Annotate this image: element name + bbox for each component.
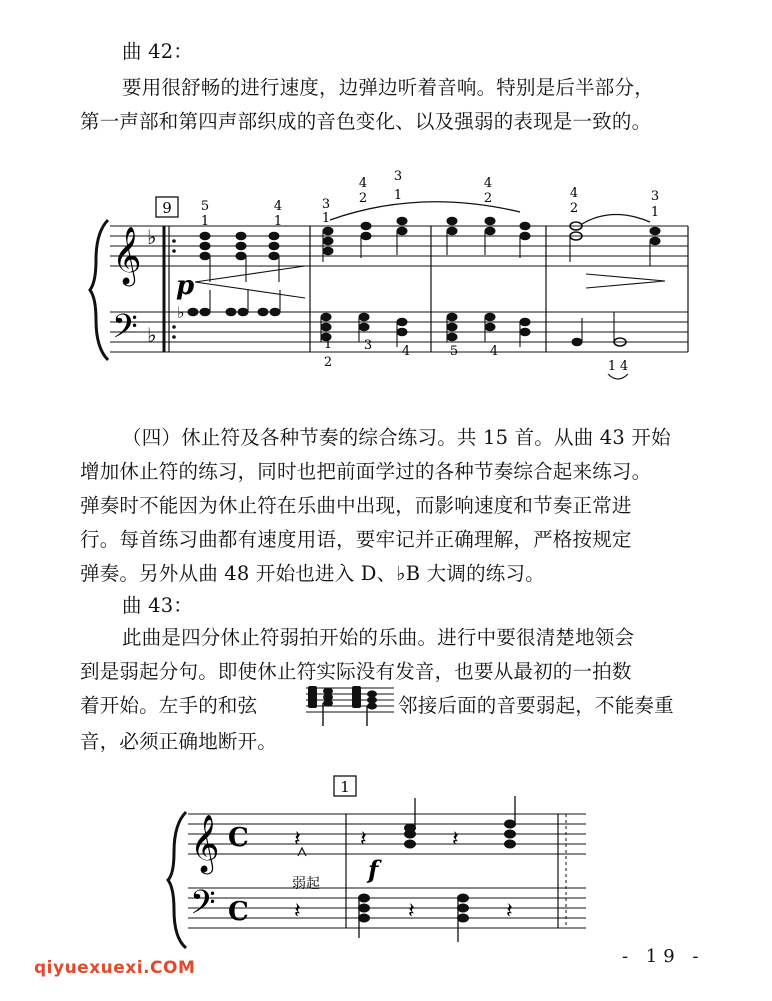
measure-number: 1 bbox=[340, 778, 350, 796]
flat-icon: ♭ bbox=[147, 225, 157, 249]
fingering: 4 bbox=[273, 199, 283, 214]
fingering: 1 bbox=[273, 214, 283, 229]
quarter-rest-icon: 𝄽 bbox=[408, 899, 415, 924]
fingering: 1 bbox=[323, 337, 333, 352]
quarter-rest-icon: 𝄽 bbox=[452, 827, 459, 852]
fingering: 4 bbox=[569, 186, 579, 201]
bass-clef-icon: 𝄢 bbox=[190, 884, 216, 930]
piece43-line3b: 邻接后面的音要弱起，不能奏重 bbox=[398, 694, 674, 717]
fingering: 1 bbox=[650, 205, 660, 220]
fingering: 4 bbox=[401, 344, 411, 359]
piece42-title: 曲 42： bbox=[122, 40, 194, 63]
fingering: 2 bbox=[323, 355, 333, 370]
quarter-rest-icon: 𝄽 bbox=[506, 899, 513, 924]
upbeat-label: 弱起 bbox=[292, 876, 320, 892]
treble-clef-icon: 𝄞 bbox=[190, 814, 220, 872]
fingering: 2 bbox=[483, 191, 493, 206]
fingering: 1 bbox=[393, 188, 403, 203]
fingering: 4 bbox=[358, 176, 368, 191]
fingering: 5 bbox=[200, 199, 210, 214]
fingering: 1 bbox=[321, 211, 331, 226]
quarter-rests bbox=[294, 827, 513, 924]
fingering: 4 bbox=[619, 359, 629, 374]
piece42-desc-line1: 要用很舒畅的进行速度，边弹边听着音响。特别是后半部分， bbox=[122, 76, 654, 99]
bass-clef-icon: 𝄢 bbox=[112, 308, 138, 354]
fingering: 1 bbox=[200, 214, 210, 229]
page-number: - 19 - bbox=[622, 946, 705, 967]
fingering: 4 bbox=[483, 176, 493, 191]
fingering: 3 bbox=[650, 189, 660, 204]
piece43-line4: 音，必须正确地断开。 bbox=[80, 730, 278, 753]
piece43-line3a: 着开始。左手的和弦 bbox=[80, 694, 258, 717]
dynamic-marking: f bbox=[368, 855, 379, 884]
treble-clef-icon: 𝄞 bbox=[112, 226, 142, 284]
fingering: 2 bbox=[358, 191, 368, 206]
section4-line5: 弹奏。另外从曲 48 开始也进入 D、♭B 大调的练习。 bbox=[80, 562, 545, 585]
section4-line1: （四）休止符及各种节奏的综合练习。共 15 首。从曲 43 开始 bbox=[122, 426, 671, 449]
section4-line2: 增加休止符的练习，同时也把前面学过的各种节奏综合起来练习。 bbox=[80, 460, 652, 483]
piece43-title: 曲 43： bbox=[122, 594, 194, 617]
time-signature: C bbox=[228, 897, 249, 927]
watermark-logo: qiyuexuexi.COM bbox=[34, 958, 196, 978]
fingering: 4 bbox=[489, 344, 499, 359]
piece42-desc-line2: 第一声部和第四声部织成的音色变化、以及强弱的表现是一致的。 bbox=[80, 110, 652, 133]
quarter-rest-icon: 𝄽 bbox=[360, 827, 367, 852]
fingering: 5 bbox=[449, 344, 459, 359]
section4-line4: 行。每首练习曲都有速度用语，要牢记并正确理解，严格按规定 bbox=[80, 528, 632, 551]
time-signature: C bbox=[228, 823, 249, 853]
fingering: 2 bbox=[569, 201, 579, 216]
measure-number: 9 bbox=[162, 199, 172, 217]
flat-icon: ♭ bbox=[147, 323, 157, 347]
quarter-rest-icon: 𝄽 bbox=[294, 827, 301, 852]
treble-notes bbox=[405, 796, 516, 848]
svg-text:♭: ♭ bbox=[177, 303, 185, 322]
dynamic-marking: p bbox=[176, 271, 195, 301]
quarter-rest-icon: 𝄽 bbox=[294, 899, 301, 924]
fingering: 1 bbox=[607, 359, 617, 374]
fingering: 3 bbox=[393, 169, 403, 184]
fingering: 3 bbox=[321, 197, 331, 212]
piece43-line1: 此曲是四分休止符弱拍开始的乐曲。进行中要很清楚地领会 bbox=[122, 626, 635, 649]
section4-line3: 弹奏时不能因为休止符在乐曲中出现，而影响速度和节奏正常进 bbox=[80, 494, 632, 517]
piece43-line2: 到是弱起分句。即使休止符实际没有发音，也要从最初的一拍数 bbox=[80, 660, 632, 683]
fingering: 3 bbox=[363, 338, 373, 353]
